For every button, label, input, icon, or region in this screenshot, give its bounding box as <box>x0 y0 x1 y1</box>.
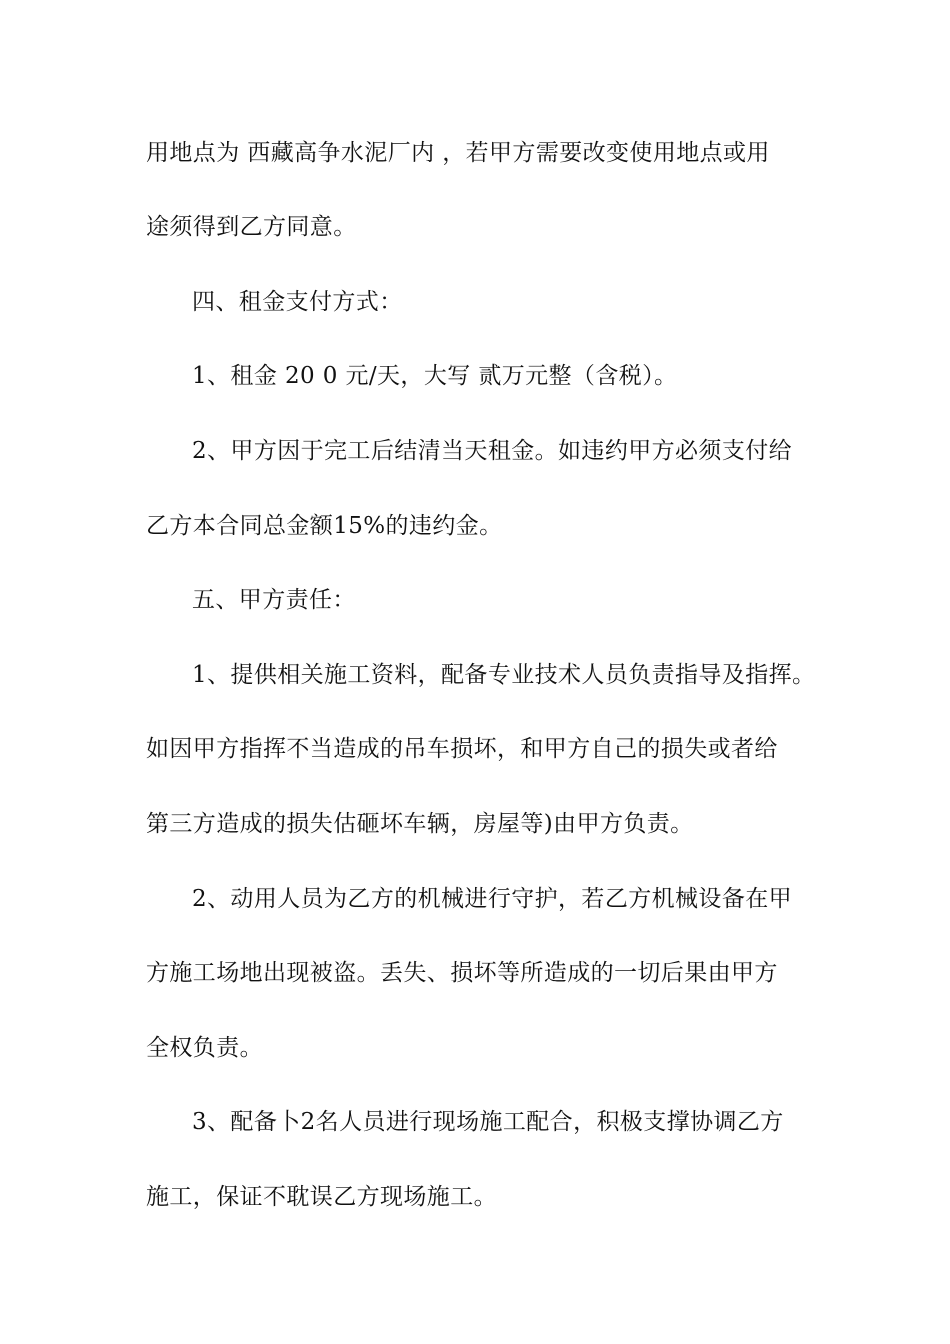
paragraph-line: 第三方造成的损失估砸坏车辆，房屋等)由甲方负责。 <box>146 811 694 837</box>
paragraph-line: 2、动用人员为乙方的机械进行守护，若乙方机械设备在甲 <box>192 886 793 912</box>
paragraph-line: 3、配备卜2名人员进行现场施工配合，积极支撑协调乙方 <box>192 1109 784 1135</box>
paragraph-line: 途须得到乙方同意。 <box>146 214 357 240</box>
paragraph-line: 用地点为 西藏高争水泥厂内 ，若甲方需要改变使用地点或用 <box>146 140 770 166</box>
section-heading: 四、租金支付方式： <box>192 289 403 315</box>
paragraph-line: 1、租金 20 0 元/天，大写 贰万元整（含税）。 <box>192 363 678 389</box>
paragraph-line: 方施工场地出现被盗。丢失、损坏等所造成的一切后果由甲方 <box>146 960 778 986</box>
paragraph-line: 全权负责。 <box>146 1035 263 1061</box>
paragraph-line: 乙方本合同总金额15%的违约金。 <box>146 513 503 539</box>
section-heading: 五、甲方责任： <box>192 587 356 613</box>
paragraph-line: 如因甲方指挥不当造成的吊车损坏，和甲方自己的损失或者给 <box>146 736 778 762</box>
paragraph-line: 1、提供相关施工资料，配备专业技术人员负责指导及指挥。 <box>192 662 816 688</box>
paragraph-line: 施工，保证不耽误乙方现场施工。 <box>146 1184 497 1210</box>
paragraph-line: 2、甲方因于完工后结清当天租金。如违约甲方必须支付给 <box>192 438 793 464</box>
